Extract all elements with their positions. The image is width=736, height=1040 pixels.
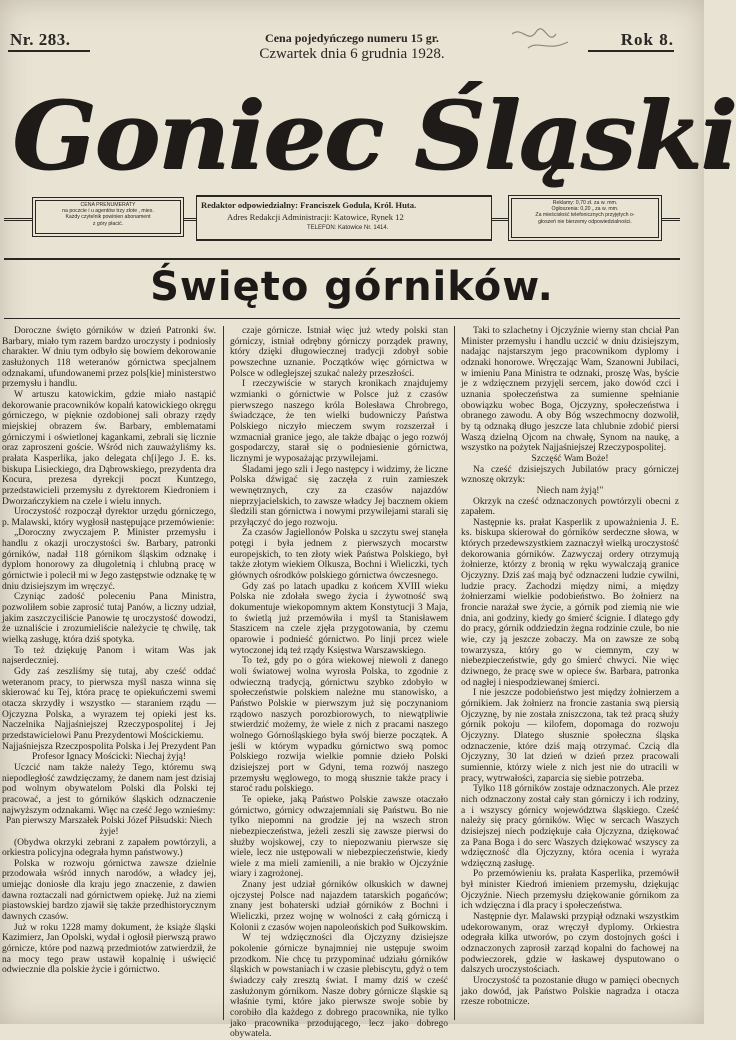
article-headline: Święto górników.	[150, 264, 554, 310]
headline-rule-top	[4, 258, 680, 260]
paragraph: I rzeczywiście w starych kronikach znajdujemy wzmianki o górnictwie w Polsce już z czasów pierwszego naszego króla Bolesława Chrobrego, świadczące, że ten wielki budowniczy Państwa Polskiego niczyło mieczem swym rozszerzał i wzmacniał granice jego, ale także dbając o jego rozwój gospodarczy, starał się o podniesienie górnictwa, licznymi je wyposażając przywilejami.	[230, 379, 448, 464]
paragraph: Doroczne święto górników w dzień Patronki św. Barbary, miało tym razem bardzo uroczysty i podniosły charakter. W dniu tym odbyło się bowiem dekorowanie zasłużonych 118 weteranów górnictwa specjalnem odznakami, ufundowanemi przez pols[kie] ministerstwo przemysłu i handlu.	[2, 326, 216, 390]
phone-line: TELEFON: Katowice Nr. 1414.	[307, 225, 389, 231]
paragraph: Następnie ks. prałat Kasperlik z upoważnienia J. E. ks. biskupa skierował do górników serdeczne słowa, w których przedewszystkiem zaznaczył wielką uroczystość dekorowania górników. Zazwyczaj ordery otrzymują żołnierze, którzy z bronią w ręku wywalczają granice Ojczyzny. Dziś zaś mają być odznaczeni ludzie cywilni, ludzie pracy. Zachodzi między nimi, a między żołnierzami wielkie podobieństwo. Bo żołnierz na froncie narażał swe życie, a górnik pod ziemią nie wie dnia, ani godziny, kiedy go śmierć ścignie. I dlatego gdy do pracy, górnik oddziedzin żegna rodzinie czule, bo nie wie, czy ją jeszcze zobaczy. Ma on zawsze ze sobą towarzysza, który go w ciemnym, czy w niebezpieczeństwie, gdy go śmierć chwyci. Nie więc dziwnego, że pracę swe w opiece św. Barbara, patronka od nagłej i niespodziewanej śmierci.	[461, 517, 679, 688]
article-column-3	[461, 326, 679, 1016]
editor-line: Redaktor odpowiedzialny: Franciszek Godula, Król. Huta.	[201, 200, 417, 210]
paragraph: Już w roku 1228 mamy dokument, że książe śląski Kazimierz, Jan Opolski, wydał i ogłosił pierwszą prawo górnicze, które pod nazwą przedmiotów zatwierdził, że na mocy tego praw ustawił kopalnię i uświęcić odwiecznie dla polskie życie i górnictwo.	[2, 922, 216, 976]
paragraph: Czyniąc zadość poleceniu Pana Ministra, pozwoliłem sobie zaprosić tutaj Panów, a liczny udział, jakim zaszczyciliście Panowie tę uroczystość dowodzi, że uznaliście i zrozumieliście należycie tę chwilę, tak wielką zasługę, która dziś spotyka.	[2, 592, 216, 646]
paragraph: I nie jeszcze podobieństwo jest między żołnierzem a górnikiem. Jak żołnierz na froncie zastania swą piersią Ojczyznę, by nie została zniszczona, tak też pracą służy górnik pokoju — kilofem, dopomaga do rozwoju Ojczyzny. Dlatego słusznie społeczna śląska odznaczenie, które dziś mają otrzymać. Czcią dla Ojczyzny, 30 lat dzień w dzień przez pracowali sumiennie, którzy wiele z nich jest nie do utracili w pracy, wytrwałości, zaparcia się siebie potrzeba.	[461, 688, 679, 784]
masthead-rule	[490, 218, 508, 221]
address-line: Adres Redakcji Administracji: Katowice, Rynek 12	[227, 212, 404, 222]
paragraph: Następnie dyr. Malawski przypiął odznaki wszystkim udekorowanym, oraz wręczył dyplomy. Orkiestra odegrała kilka utworów, po czym dostojnych gości i odznaczonych zaprosił zarząd kopalni do fachowej na podwieczorek, gdzie w łaskawej dysputowano o dalszych uroczystościach.	[461, 912, 679, 976]
paragraph: Okrzyk na cześć odznaczonych powtórzyli obecni z zapałem.	[461, 496, 679, 518]
article-column-2	[230, 326, 448, 1040]
paragraph: „Doroczny zwyczajem P. Minister przemysłu i handlu z okazji uroczystości św. Barbary, patronki górników, nadał 118 górnikom śląskim odznakę i dyplom honorowy za długoletnią i chlubną pracę w górnictwie i polecił mi w Jego zastępstwie odznakę tę w dniu dzisiejszym im wręczyć.	[2, 528, 216, 592]
advertising-box	[508, 195, 662, 241]
masthead-rule	[4, 218, 32, 221]
paragraph: Taki to szlachetny i Ojczyźnie wierny stan chciał Pan Minister przemysłu i handlu uczcić w dniu dzisiejszym, nadając najstarszym jego pracownikom dyplomy i odznaki honorowe. Wręczając Wam, Szanowni Jubilaci, w imieniu Pana Ministra te odznaki, proszę Was, byście je z wdzięcznem przyjęli sercem, jako dowód czci i uznania społeczeństwa za sumienne spełnianie obowiązku wobec Boga, Ojczyzny, społeczeństwa i obranego zawodu. A oby Bóg wszechmocny dozwolił, by tą odznaką długo jeszcze lata chlubnie zdobić piersi Waszą dzielną Ojcom na chwałę, Synom na naukę, a wszystko na pożytek Najjaśniejszej Rzeczypospolitej.	[461, 326, 679, 454]
paragraph: Uroczystość ta pozostanie długo w pamięci obecnych jako dowód, jak Państwo Polskie nagradza i otacza rzesze robotnicze.	[461, 976, 679, 1008]
paragraph: W tej wdzięczności dla Ojczyzny dzisiejsze pokolenie górnicze bynajmniej nie ustępuje swoim przodkom. Nie chcę tu przypominać udziału górników śląskich w powstaniach i w czasie plebiscytu, gdyż o tem świadczy cały zresztą świat. I mamy dziś w cześć zasłużonym górnikom. Nasze dobry górnicze śląskie są właśnie tymi, które jako pierwsze swoje sobie by corobiło dla każdego z dobrego pracownika, nie tylko jako pracownika przodującego, lecz jako dobrego obywatela.	[230, 933, 448, 1040]
paragraph: Najjaśniejsza Rzeczpospolita Polska i Jej Prezydent Pan Profesor Ignacy Mościcki: Niechaj żyją!	[2, 741, 216, 763]
newspaper-title: Goniec Śląski	[12, 81, 736, 191]
masthead-rule	[660, 218, 680, 221]
column-divider	[223, 326, 224, 1020]
masthead-rule	[182, 218, 196, 221]
top-rule-right	[588, 50, 674, 52]
paragraph: czaje górnicze. Istniał więc już wtedy polski stan górniczy, istniał odrębny górniczy porządek prawny, który dzięki długowiecznej tradycji zdobył sobie powszechne uznanie. Początków więc górnictwa w Polsce w odległejszej szukać należy przeszłości.	[230, 326, 448, 379]
subscription-text: CENA PRENUMERATY na poczcie i u agentów trzy złote , mies. Każdy czytelnik powinien abonament z góry płacić.	[62, 202, 154, 227]
paragraph: Pan pierwszy Marszałek Polski Józef Piłsudski: Niech żyje!	[5, 816, 213, 837]
paragraph: Po przemówieniu ks. prałata Kasperlika, przemówił był minister Kiedroń imieniem przemysłu, dziękując Ojczyźnie. Niech przemysłu dziękowanie górnikom za ich wdzięczna i dla pracy i społeczeństwa.	[461, 869, 679, 912]
paragraph: Szczęść Wam Boże!	[531, 453, 609, 464]
paragraph: Gdy zaś po latach upadku z końcem XVIII wieku Polska nie zdołała swego życia i żywotność swą dokumentuje wiekopomnym aktem Konstytucji 3 Maja, to świetlą już przemówiła i myśl ta Stanisławem Staszicem na czele zjęła przygotowania, by czemu oparowie i podnieść górnictwo. Po linji prcez wiele wytoczonej idą też rządy Księstwa Warszawskiego.	[230, 581, 448, 656]
editorial-box	[196, 195, 492, 241]
issue-number: Nr. 283.	[10, 30, 71, 49]
paragraph: To też, gdy po o góra wiekowej niewoli z danego woli światowej wolna wyrosła Polska, to zgodnie z odwieczną tradycją, górnictwu szybko zdobyło w społeczeństwie polskiem należne mu stanowisko, a Państwo Polskie w pierwszym już się poczynaniom rządowo naszych porozbiorowych, to niewątpliwie stwierdzić możemy, że wiele z nich z pracami naszego wolnego Górnośląskiego była swój bierze początek. A jeśli w którym wypadku górnictwo swą pomoc Polskiego rozwija wielkie pomnie dzieło Polski dzisiejszej port w Gdyni, tema rozwój naszego przemysłu węglowego, to mogą słusznie także pracy i staroć radu polskiego.	[230, 656, 448, 795]
subscription-box	[32, 197, 184, 237]
article-column-1	[2, 326, 216, 1016]
paragraph: Gdy zaś zeszliśmy się tutaj, aby cześć oddać weteranom pracy, to pierwsza myśl nasza winna się skierować ku Tej, która pracę te opiekuńczemi swemi otacza skrzydły i wszystko — staraniem rządu — Ojczyzna Polska, a wyrazem tej opieki jest ks. Naczelnika Najjaśniejszej Rzeczypospolitej i Jej przedstawicielowi Panu Prezydentowi Mościckiemu.	[2, 667, 216, 741]
paragraph: Za czasów Jagiellonów Polska u szczytu swej stanęła potęgi i była jednem z pierwszych mocarstw europejskich, to ten złoty wiek Państwa Polskiego, był także złotym wiekiem Olkusza, Bochni i Wieliczki, tych głównych ośrodków polskiego górnictwa ówczesnego.	[230, 528, 448, 582]
top-rule-left	[8, 50, 90, 52]
paragraph: W artuszu katowickim, gdzie miało nastąpić dekorowanie pracowników kopalń katowickiego okręgu górniczego, w pięknie ozdobionej sali obrazy rzędy miejskiej obrazem św. Barbary, emblematami górniczymi i oświetlonej kagankami, zebrali się licznie oraz zaproszeni goście. Wśród nich zauważyliśmy ks. prałata Kasperlika, jako delegata ch[i]ego J. E. ks. biskupa Lisieckiego, dra Dąbrowskiego, prezydenta dra Kocura, prezesa dyrekcji poczt Kuntzego, przedstawicieli przemysłu z dyrektorem Kiedroniem i Dworzańczykiem na czele i wielu innych.	[2, 389, 216, 507]
column-divider	[454, 326, 455, 1020]
paragraph: Polska w rozwoju górnictwa zawsze dzielnie przodowała wśród innych narodów, a władcy jej, umiejąc doniosłe dla kraju jego znaczenie, z dawien dawna roztaczali nad górnictwem opiekę. Już na ziemi piastowskiej bardzo zjawił się także przedhistorycznym dawnych czasów.	[2, 858, 216, 923]
headline-rule-bottom	[4, 318, 680, 319]
paragraph: Znany jest udział górników olkuskich w dawnej ojczystej Polsce nad najazdem tatarskich pogańców; znany jest bohaterski udział górników z Bochni i Wieliczki, przez wojnę w wolności z całą górniczą i Kolonii z czasów wojen napoleońskich pod Sułkowskim.	[230, 880, 448, 933]
year-volume: Rok 8.	[620, 30, 674, 49]
paragraph: Uroczystość rozpoczął dyrektor urzędu górniczego, p. Malawski, który wygłosił następujące przemówienie:	[2, 507, 216, 528]
paragraph: Uczcić nam także należy Tego, któremu swą niepodległość zawdzięczamy, że danem nam jest dzisiaj pod wolnym obywatelom Polski dla Polski tej pracować, a jest to górników śląskich odznaczenie najwyższym odznakami. Więc na cześć Jego wznieśmy:	[2, 762, 216, 816]
masthead	[12, 76, 736, 196]
paragraph: Niech nam żyją!"	[536, 485, 604, 496]
issue-date: Czwartek dnia 6 grudnia 1928.	[259, 46, 445, 62]
advertising-text: Reklamy: 0,70 zł. za w. mm. Ogłoszenia: 0,20 „ za w. mm. Za mieścisłość telefonicznych przyjętych o- głoszeń nie bierzemy odpowiedzialności.	[535, 200, 635, 225]
paragraph: Śladami jego szli i Jego następcy i widzimy, że liczne Polska dźwigać się zaczęła z ruin zamieszek wewnętrznych, czy za czasów najazdów nieprzyjacielskich, to zawsze władcy Jej bacznem okiem śledzili stan górnictwa i nowymi przywilejami starali się przyłączyć do jego rozwoju.	[230, 464, 448, 528]
paragraph: (Obydwa okrzyki zebrani z zapałem powtórzyli, a orkiestra policyjna odegrała hymn państwowy.)	[2, 837, 216, 859]
paragraph: To też dziękuję Panom i witam Was jak najserdeczniej.	[2, 645, 216, 667]
paragraph: Na cześć dzisiejszych Jubilatów pracy górniczej wznoszę okrzyk:	[461, 464, 679, 486]
paragraph: Te opieke, jaką Państwo Polskie zawsze otaczało górnictwo, górnicy odwzajemniali się Państwu. Bo nie tylko niepomni na grodzie jej na wszech stron niebezpieczeństwa, jeżeli zeszli się zawsze pierwsi do służby wojskowej, czy to niepozwaniu pierwsze się wiele, lecz nie ustępowali w niebezpieczeństwie, kiedy wiele z ma mieli zamienili, a nie brakło w Ojczyźnie wiary i zagrożonej.	[230, 794, 448, 880]
handwritten-mark	[508, 22, 578, 56]
paragraph: Tylko 118 górników zostaje odznaczonych. Ale przez nich odznaczony został cały stan górniczy i ich rodziny, a i wszyscy górnicy województwa śląskiego. Cześć należy się pracy górników. Więc w sercach Waszych dzisiejszej niech podziękuje cała Ojczyzna, dziękować za Pana Boga i do serc Waszych dziękować wszyscy za wdzięczność dla Ojczyzny, która ocenia i wyraża wdzięczną zasługę.	[461, 784, 679, 869]
issue-price: Cena pojedyńczego numeru 15 gr.	[265, 31, 439, 45]
